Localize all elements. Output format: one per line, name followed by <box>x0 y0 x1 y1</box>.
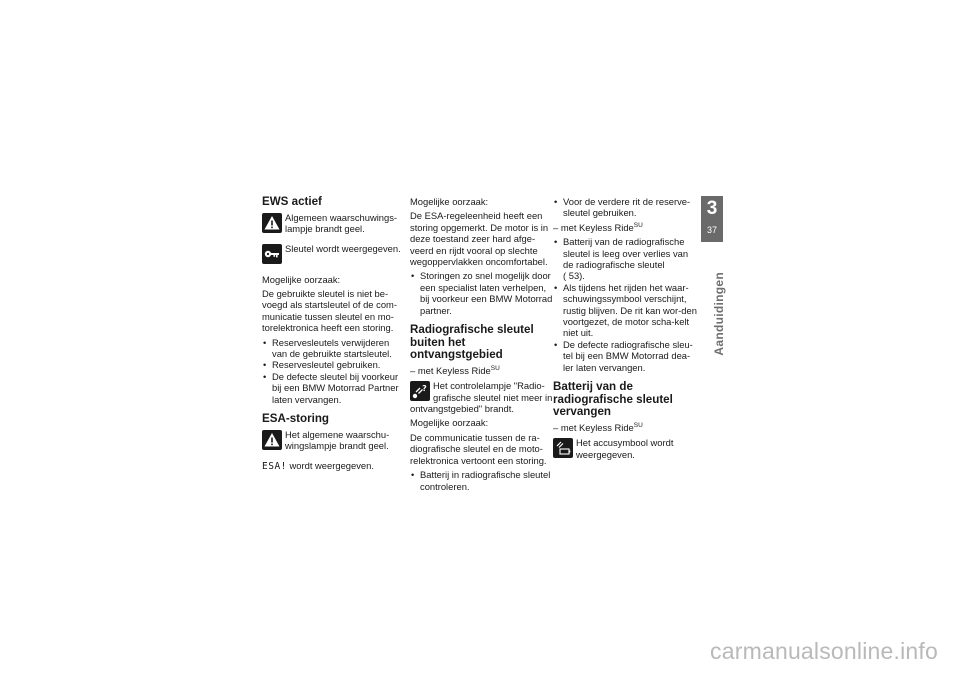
heading-esa-storing: ESA-storing <box>262 412 329 426</box>
battery-bullet-list <box>553 236 697 373</box>
cause-label: Mogelijke oorzaak: <box>410 417 489 429</box>
page-number: 37 <box>706 225 717 235</box>
battery-empty-text: Batterij van de radiografische sleutel is leeg over verlies van de radiografische sleutel <box>563 236 689 271</box>
radio-key-icon <box>410 381 430 401</box>
ews-warning-row <box>262 212 406 239</box>
ews-key-row <box>262 243 406 270</box>
cause-label: Mogelijke oorzaak: <box>410 196 489 207</box>
radio-lamp-text: Het controlelampje "Radio-grafische sleutel niet meer in ontvangstgebied" brandt. <box>410 380 553 415</box>
esa-warning-row <box>262 429 406 456</box>
keyless-text: – met Keyless Ride <box>553 221 634 233</box>
su-superscript: SU <box>490 364 500 372</box>
ews-key-text: Sleutel wordt weergegeven. <box>285 242 401 254</box>
chapter-tab <box>701 196 723 242</box>
list-item: • Voor de verdere rit de reserve-sleutel gebruiken. <box>553 196 697 219</box>
svg-text:?: ? <box>422 384 427 394</box>
radio-bullet-list <box>410 469 554 492</box>
keyless-ride-line <box>410 365 554 376</box>
cause-label: Mogelijke oorzaak: <box>262 273 341 285</box>
keyless-ride-line <box>553 222 697 233</box>
column-1 <box>262 196 406 475</box>
keyless-text: – met Keyless Ride <box>553 421 634 433</box>
warning-triangle-icon <box>262 213 282 233</box>
chapter-number: 3 <box>706 198 718 219</box>
battery-icon-row <box>553 437 697 464</box>
column-3 <box>553 196 697 468</box>
list-item: • Reservesleutel gebruiken. <box>262 359 406 370</box>
battery-key-icon <box>553 438 573 458</box>
list-item: • Reservesleutels verwijderen van de gebruikte startsleutel. <box>262 337 406 360</box>
keyless-text: – met Keyless Ride <box>410 364 491 376</box>
list-item <box>553 236 697 282</box>
heading-battery-replace: Batterij van de radiografische sleutel vervangen <box>553 380 673 419</box>
cause-text: De ESA-regeleenheid heeft een storing opgemerkt. De motor is in deze toestand zeer hard afge-veerd en rijdt vooral op slechte wegoppervlakken oncomfortabel. <box>410 210 549 268</box>
esa-warning-text: Het algemene waarschu-wingslampje brandt geel. <box>285 428 390 452</box>
list-item: • De defecte sleutel bij voorkeur bij een BMW Motorrad Partner laten vervangen. <box>262 371 406 405</box>
esa-bullet-list <box>410 270 554 316</box>
page-reference[interactable]: ( 53). <box>563 270 585 282</box>
list-item: • Storingen zo snel mogelijk door een specialist laten verhelpen, bij voorkeur een BMW Motorrad partner. <box>410 270 554 316</box>
su-superscript: SU <box>633 221 643 229</box>
cause-text: De communicatie tussen de ra-diografische sleutel en de moto-relektronica vertoont een storing. <box>410 431 547 466</box>
ews-warning-text: Algemeen waarschuwings-lampje brandt geel. <box>285 211 398 234</box>
cause-text: De gebruikte sleutel is niet be-voegd als startsleutel of de com-municatie tussen sleutel en mo-torelektronica heeft een storing. <box>262 288 397 334</box>
warning-triangle-icon <box>262 430 282 450</box>
heading-ews-actief: EWS actief <box>262 195 322 208</box>
battery-icon-text: Het accusymbool wordt weergegeven. <box>576 437 674 460</box>
esa-display-line <box>262 460 406 472</box>
esa-symbol: ESA! <box>262 460 287 472</box>
radio-lamp-paragraph <box>410 380 554 414</box>
ews-bullet-list <box>262 337 406 405</box>
esa-shown-text: wordt weergegeven. <box>289 459 374 471</box>
chapter-label: Aanduidingen <box>712 272 726 356</box>
list-item: • Als tijdens het rijden het waar-schuwingssymbool verschijnt, rustig blijven. De rit kan wor-den voortgezet, de motor scha-kelt niet uit. <box>553 282 697 339</box>
key-icon <box>262 244 282 264</box>
column-2 <box>410 196 554 495</box>
heading-radio-key: Radiografische sleutel buiten het ontvangstgebied <box>410 323 534 362</box>
keyless-ride-line <box>553 422 697 433</box>
list-item: • De defecte radiografische sleu-tel bij een BMW Motorrad dea-ler laten vervangen. <box>553 339 697 373</box>
watermark: carmanualsonline.info <box>710 638 938 664</box>
reserve-bullet-list <box>553 196 697 219</box>
list-item: • Batterij in radiografische sleutel controleren. <box>410 469 554 492</box>
su-superscript: SU <box>633 421 643 429</box>
